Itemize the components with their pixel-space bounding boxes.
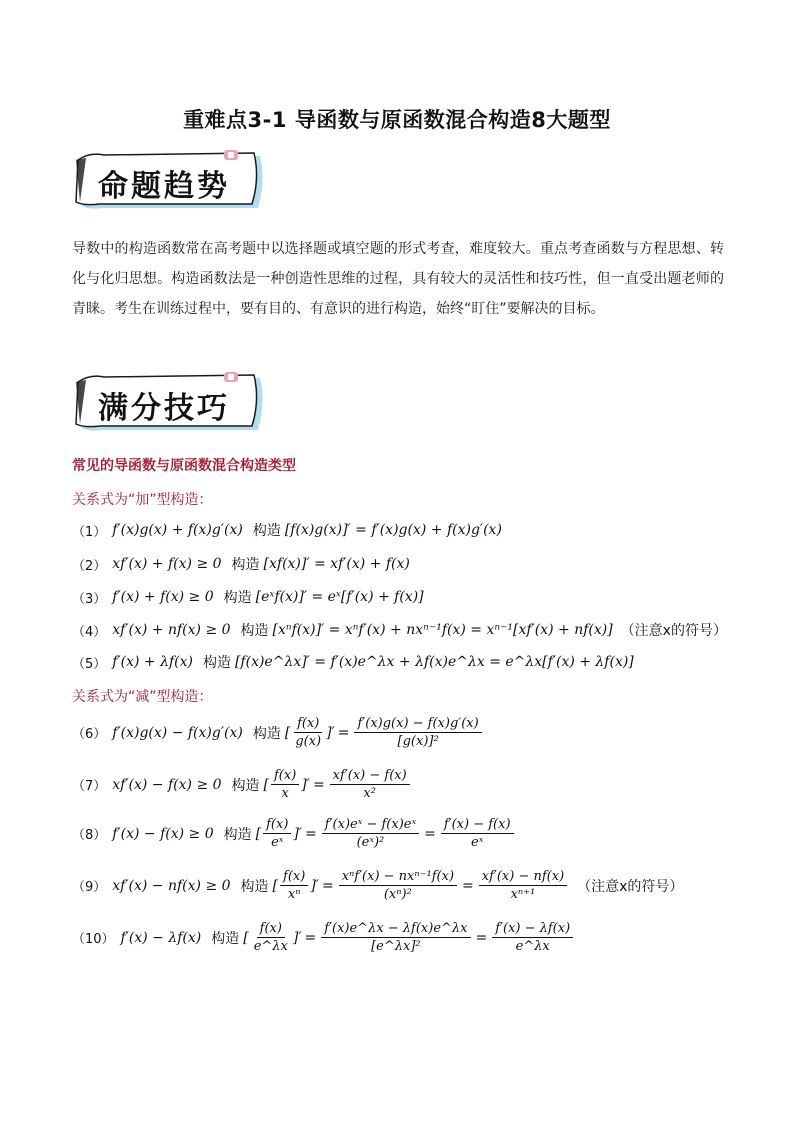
fraction: $\frac{f'(x) - \lambda f(x)}{e\^{}\lambda x}$ <box>492 921 573 954</box>
formula-number: （5） <box>72 656 107 672</box>
formula-row <box>72 620 727 640</box>
construct-label: 构造 <box>202 655 231 671</box>
construct-label: 构造 <box>240 623 269 639</box>
sub-type-heading: 关系式为“减”型构造： <box>72 689 213 705</box>
add-type-heading: 关系式为“加”型构造： <box>72 492 213 508</box>
banner-trend-label: 命题趋势 <box>98 169 230 204</box>
formula-row <box>72 554 410 574</box>
construct-label: 构造 <box>252 725 281 742</box>
formula-row <box>72 652 634 672</box>
formula-number: （4） <box>72 624 107 640</box>
construct-label: 构造 <box>252 523 281 539</box>
formula-condition: xf′(x) − nf(x) ≥ 0 <box>112 877 231 894</box>
trend-banner <box>74 150 270 214</box>
construct-label: 构造 <box>231 557 260 573</box>
formula-number: （7） <box>72 779 107 794</box>
formula-row <box>72 520 502 540</box>
formula-row <box>72 587 424 607</box>
fraction: $\frac{f'(x)e\^{}\lambda x - \lambda f(x)e\^{}\lambda x}{\text{[e\textasciicircum{}λx]²}}$ <box>321 921 470 954</box>
formula-condition: f′(x) + f(x) ≥ 0 <box>112 589 214 605</box>
formula-note: （注意x的符号） <box>620 623 727 639</box>
page-title: 重难点3-1 导函数与原函数混合构造8大题型 <box>183 108 611 132</box>
construct-label: 构造 <box>231 777 260 794</box>
formula-number: （2） <box>72 558 107 574</box>
formula-condition: xf′(x) − f(x) ≥ 0 <box>112 776 222 793</box>
formula-condition: xf′(x) + nf(x) ≥ 0 <box>112 622 231 638</box>
formula-result: [eˣf(x)]′ = eˣ[f′(x) + f(x)] <box>255 589 424 605</box>
formula-number: （1） <box>72 524 107 540</box>
formula-condition: xf′(x) + f(x) ≥ 0 <box>112 556 222 572</box>
formula-number: （3） <box>72 591 107 607</box>
fraction: $\frac{\text{xⁿf′(x) − nxⁿ⁻¹f(x)}}{\text{(xⁿ)²}}$ <box>339 869 457 902</box>
intro-paragraph: 导数中的构造函数常在高考题中以选择题或填空题的形式考查，难度较大。重点考查函数与方程思想、转化与化归思想。构造函数法是一种创造性思维的过程，具有较大的灵活性和技巧性，但一直受出题老师的青睐。考生在训练过程中，要有目的、有意识的进行构造，始终“盯住”要解决的目标。 <box>72 241 724 317</box>
formula-condition: f′(x)g(x) + f(x)g′(x) <box>112 522 243 538</box>
fraction: $\frac{xf'(x) - f(x)}{\text{x²}}$ <box>330 768 410 801</box>
fraction: $\frac{xf'(x) - nf(x)}{\text{xⁿ⁺¹}}$ <box>479 869 567 902</box>
construct-label: 构造 <box>223 590 252 606</box>
fraction: $\frac{f(x)}{\text{xⁿ}}$ <box>280 869 308 902</box>
construct-label: 构造 <box>223 826 252 843</box>
formula-result: [xⁿf(x)]′ = xⁿf′(x) + nxⁿ⁻¹f(x) = xⁿ⁻¹[xf′(x) + nf(x)] <box>272 622 613 638</box>
fraction: $\frac{f'(x) - f(x)}{\text{eˣ}}$ <box>441 817 514 850</box>
formula-number: （8） <box>72 828 107 843</box>
formula-number: （10） <box>72 932 115 947</box>
formula-condition: f′(x) − f(x) ≥ 0 <box>112 825 214 842</box>
formula-result: [f(x)e^λx]′ = f′(x)e^λx + λf(x)e^λx = e^λx[f′(x) + λf(x)] <box>234 654 634 670</box>
banner-tips-label: 满分技巧 <box>98 391 230 426</box>
formula-condition: f′(x) − λf(x) <box>120 929 202 946</box>
formula-note: （注意x的符号） <box>577 878 684 895</box>
formula-row: （8） f′(x) − f(x) ≥ 0 构造 [ $\frac{f(x)}{\text{eˣ}}$ ]′ = $\frac{\text{f′(x)eˣ − f(x)eˣ}}{\text{(eˣ)²}}$ = $\frac{f'(x) - f(x)}{\text{eˣ}}$ <box>72 817 516 850</box>
formula-result: [f(x)g(x)]′ = f′(x)g(x) + f(x)g′(x) <box>284 522 502 538</box>
formula-condition: f′(x)g(x) − f(x)g′(x) <box>112 724 243 741</box>
construct-label: 构造 <box>211 930 240 947</box>
formula-result: [xf(x)]′ = xf′(x) + f(x) <box>263 556 410 572</box>
formula-row: （10） f′(x) − λf(x) 构造 [ $\frac{f(x)}{e\^{}\lambda x}$ ]′ = $\frac{f'(x)e\^{}\lambda x - \lambda f(x)e\^{}\lambda x}{\text{[e\textasciicircum{}λx]²}}$ = $\frac{f'(x) - \lambda f(x)}{e\^{}\lambda x}$ <box>72 921 575 954</box>
fraction: $\frac{f(x)}{e\^{}\lambda x}$ <box>253 921 288 954</box>
fraction: $\frac{f(x)}{\text{eˣ}}$ <box>263 817 291 850</box>
formula-row: （6） f′(x)g(x) − f(x)g′(x) 构造 [ $\frac{f(x)}{g(x)}$ ]′ = $\frac{f'(x)g(x) - f(x)g'(x)}{\text{[g(x)]²}}$ <box>72 716 484 749</box>
formula-condition: f′(x) + λf(x) <box>112 654 193 670</box>
section-heading: 常见的导函数与原函数混合构造类型 <box>72 458 296 474</box>
construct-label: 构造 <box>240 878 269 895</box>
formula-row: （9） xf′(x) − nf(x) ≥ 0 构造 [ $\frac{f(x)}{\text{xⁿ}}$ ]′ = $\frac{\text{xⁿf′(x) − nxⁿ⁻¹f(x)}}{\text{(xⁿ)²}}$ = $\frac{xf'(x) - nf(x)}{\text{xⁿ⁺¹}}$ （注意x的符号） <box>72 869 684 902</box>
tips-banner <box>74 372 270 436</box>
formula-row: （7） xf′(x) − f(x) ≥ 0 构造 [ $\frac{f(x)}{x}$ ]′ = $\frac{xf'(x) - f(x)}{\text{x²}}$ <box>72 768 412 801</box>
fraction: $\frac{f(x)}{g(x)}$ <box>295 716 322 749</box>
formula-number: （6） <box>72 727 107 742</box>
fraction: $\frac{f'(x)g(x) - f(x)g'(x)}{\text{[g(x)]²}}$ <box>354 716 481 749</box>
formula-number: （9） <box>72 880 107 895</box>
fraction: $\frac{\text{f′(x)eˣ − f(x)eˣ}}{\text{(eˣ)²}}$ <box>322 817 419 850</box>
fraction: $\frac{f(x)}{x}$ <box>271 768 299 801</box>
